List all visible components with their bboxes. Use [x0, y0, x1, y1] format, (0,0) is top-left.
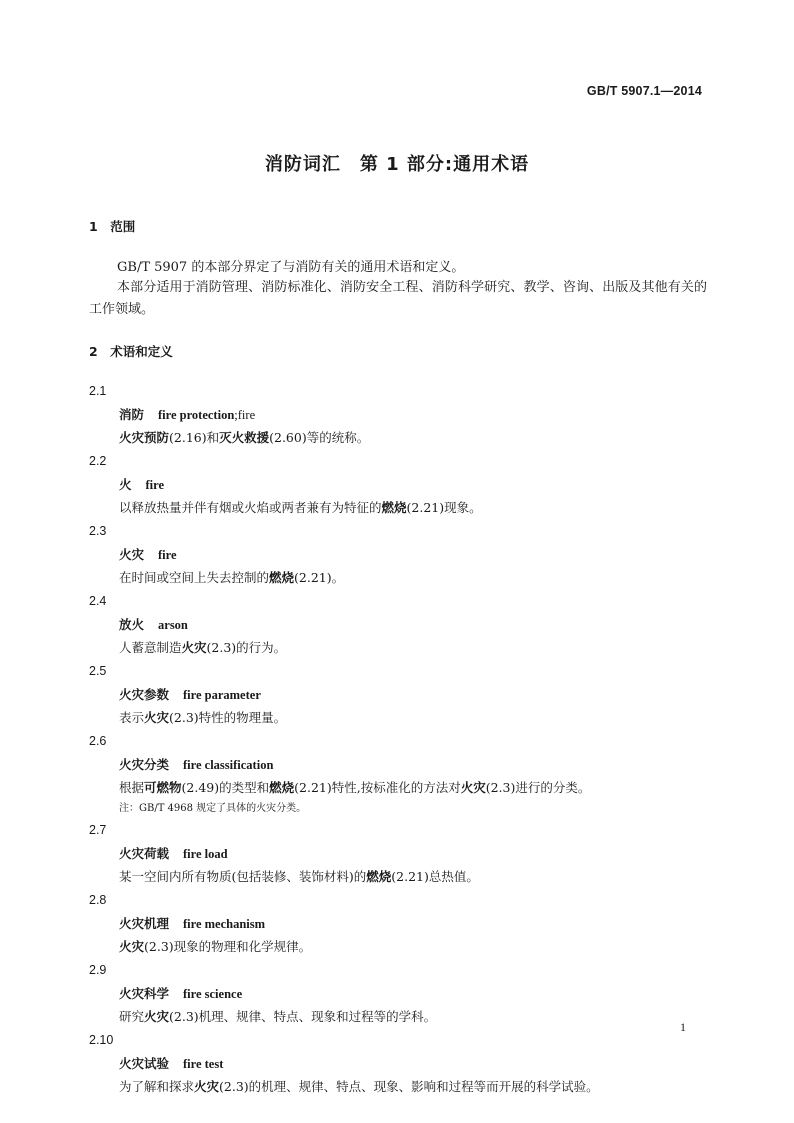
- term-number: 2.1: [89, 384, 107, 398]
- definition-text: (2.21)。: [294, 570, 345, 585]
- term-number: 2.9: [89, 963, 107, 977]
- term-line: [89, 983, 707, 1005]
- cross-reference-term: 燃烧: [381, 500, 407, 515]
- term-number: 2.3: [89, 524, 107, 538]
- definition-text: (2.60)等的统称。: [269, 430, 370, 445]
- cross-reference-term: 燃烧: [269, 780, 295, 795]
- cross-reference-term: 燃烧: [366, 869, 392, 884]
- definition-text: (2.3)机理、规律、特点、现象和过程等的学科。: [169, 1009, 437, 1024]
- term-line: [89, 474, 707, 496]
- definition-text: 以释放热量并伴有烟或火焰或两者兼有为特征的: [119, 500, 382, 515]
- term-definition: [89, 567, 707, 589]
- definition-text: 在时间或空间上失去控制的: [119, 570, 270, 585]
- term-chinese: 火灾科学: [119, 986, 170, 1001]
- definition-text: (2.49)的类型和: [181, 780, 270, 795]
- document-title: 消防词汇 第 1 部分:通用术语: [264, 154, 530, 175]
- term-english: fire test: [183, 1057, 224, 1071]
- term-english: fire parameter: [183, 688, 261, 702]
- definition-text: (2.3)的机理、规律、特点、现象、影响和过程等而开展的科学试验。: [219, 1079, 599, 1094]
- term-definition: [89, 637, 707, 659]
- term-entry: [89, 380, 707, 449]
- cross-reference-term: 火灾: [119, 939, 145, 954]
- cross-reference-term: 火灾: [460, 780, 486, 795]
- term-line: [89, 544, 707, 566]
- definition-text: (2.21)特性,按标准化的方法对: [294, 780, 461, 795]
- cross-reference-term: 灭火救援: [219, 430, 270, 445]
- scope-paragraph-2: 本部分适用于消防管理、消防标准化、消防安全工程、消防科学研究、教学、咨询、出版及其他有关的工作领域。: [89, 280, 707, 317]
- term-entry: [89, 819, 707, 888]
- term-entry: [89, 730, 707, 818]
- cross-reference-term: 燃烧: [269, 570, 295, 585]
- term-number: 2.8: [89, 893, 107, 907]
- term-chinese: 火灾荷载: [119, 846, 170, 861]
- term-definition: [89, 1076, 707, 1098]
- term-english: fire: [145, 478, 165, 492]
- term-entry: [89, 450, 707, 519]
- page-number: 1: [680, 1020, 686, 1034]
- term-definition: [89, 936, 707, 958]
- standard-code-header: GB/T 5907.1—2014: [586, 84, 702, 98]
- term-separator: ;: [234, 408, 238, 422]
- scope-paragraph-1: GB/T 5907 的本部分界定了与消防有关的通用术语和定义。: [117, 260, 465, 275]
- term-line: [89, 913, 707, 935]
- cross-reference-term: 火灾预防: [119, 430, 170, 445]
- cross-reference-term: 火灾: [194, 1079, 220, 1094]
- definition-text: 某一空间内所有物质(包括装修、装饰材料)的: [119, 869, 367, 884]
- definition-text: (2.3)进行的分类。: [485, 780, 591, 795]
- definition-text: 研究: [119, 1009, 145, 1024]
- term-number: 2.5: [89, 664, 107, 678]
- term-chinese: 火: [119, 477, 132, 492]
- term-english: fire protection: [158, 408, 235, 422]
- term-definition: [89, 777, 707, 799]
- term-definition: [89, 497, 707, 519]
- term-line: [89, 843, 707, 865]
- term-entry: [89, 520, 707, 589]
- term-number: 2.2: [89, 454, 107, 468]
- term-line: [89, 1053, 707, 1075]
- term-english: fire mechanism: [183, 917, 266, 931]
- term-number: 2.10: [89, 1033, 114, 1047]
- term-number: 2.6: [89, 734, 107, 748]
- definition-text: 表示: [119, 710, 145, 725]
- section-heading-terms: 2 术语和定义: [89, 344, 173, 359]
- term-entry: [89, 590, 707, 659]
- term-line: [89, 404, 707, 426]
- term-number: 2.7: [89, 823, 107, 837]
- term-english-alternative: fire: [237, 408, 256, 422]
- term-english: fire load: [183, 847, 228, 861]
- term-english: fire classification: [183, 758, 274, 772]
- definition-text: (2.3)的行为。: [206, 640, 287, 655]
- definition-text: 根据: [119, 780, 145, 795]
- term-line: [89, 754, 707, 776]
- cross-reference-term: 火灾: [144, 1009, 170, 1024]
- definition-text: 人蓄意制造: [119, 640, 182, 655]
- definition-text: (2.21)总热值。: [391, 869, 479, 884]
- term-chinese: 消防: [119, 407, 145, 422]
- term-entry: [89, 959, 707, 1028]
- term-number: 2.4: [89, 594, 107, 608]
- term-chinese: 火灾参数: [119, 687, 170, 702]
- definition-text: (2.3)特性的物理量。: [169, 710, 287, 725]
- term-definition: [89, 866, 707, 888]
- term-english: arson: [158, 618, 188, 632]
- term-entries: [89, 380, 707, 1099]
- term-chinese: 火灾机理: [119, 916, 170, 931]
- section-heading-scope: 1 范围: [89, 219, 136, 234]
- term-chinese: 放火: [119, 617, 145, 632]
- term-entry: [89, 660, 707, 729]
- definition-text: (2.16)和: [169, 430, 220, 445]
- cross-reference-term: 火灾: [144, 710, 170, 725]
- term-definition: [89, 707, 707, 729]
- term-english: fire: [158, 548, 177, 562]
- term-entry: [89, 889, 707, 958]
- term-definition: [89, 1006, 707, 1028]
- term-english: fire science: [183, 987, 243, 1001]
- term-definition: [89, 427, 707, 449]
- term-chinese: 火灾分类: [119, 757, 170, 772]
- cross-reference-term: 火灾: [181, 640, 207, 655]
- cross-reference-term: 可燃物: [144, 780, 182, 795]
- definition-text: 为了解和探求: [119, 1079, 195, 1094]
- definition-text: (2.3)现象的物理和化学规律。: [144, 939, 312, 954]
- definition-text: (2.21)现象。: [406, 500, 482, 515]
- term-line: [89, 684, 707, 706]
- term-chinese: 火灾: [119, 547, 145, 562]
- term-chinese: 火灾试验: [119, 1056, 170, 1071]
- term-line: [89, 614, 707, 636]
- term-note: 注：GB/T 4968 规定了具体的火灾分类。: [119, 803, 307, 814]
- term-entry: [89, 1029, 707, 1098]
